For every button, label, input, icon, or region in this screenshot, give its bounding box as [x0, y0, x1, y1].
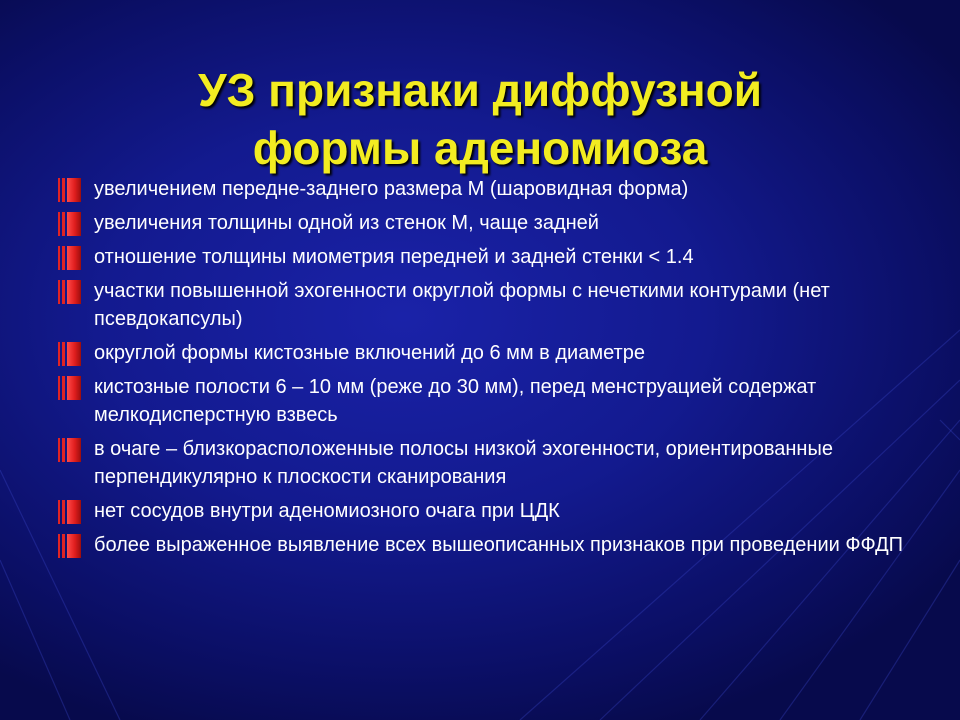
red-bullet-icon [58, 438, 84, 462]
red-bullet-icon [58, 178, 84, 202]
bullet-text: кистозные полости 6 – 10 мм (реже до 30 мм), перед менструацией содержат мелкодисперстную взвесь [94, 376, 817, 426]
bullet-list [58, 175, 938, 565]
list-item [58, 277, 938, 333]
list-item [58, 243, 938, 271]
list-item [58, 175, 938, 203]
red-bullet-icon [58, 342, 84, 366]
bullet-text: отношение толщины миометрия передней и задней стенки < 1.4 [94, 246, 694, 268]
bullet-text: участки повышенной эхогенности округлой формы с нечеткими контурами (нет псевдокапсулы) [94, 280, 830, 330]
slide-title [0, 61, 960, 177]
bullet-text: увеличением передне-заднего размера М (шаровидная форма) [94, 178, 689, 200]
red-bullet-icon [58, 500, 84, 524]
red-bullet-icon [58, 376, 84, 400]
list-item [58, 373, 938, 429]
bullet-text: более выраженное выявление всех вышеописанных признаков при проведении ФФДП [94, 534, 904, 556]
list-item [58, 497, 938, 525]
list-item [58, 209, 938, 237]
red-bullet-icon [58, 280, 84, 304]
title-line-1: УЗ признаки диффузной [197, 63, 763, 116]
bullet-text: округлой формы кистозные включений до 6 мм в диаметре [94, 342, 645, 364]
bullet-text: увеличения толщины одной из стенок М, чаще задней [94, 212, 599, 234]
list-item [58, 435, 938, 491]
bullet-text: нет сосудов внутри аденомиозного очага при ЦДК [94, 500, 560, 522]
red-bullet-icon [58, 212, 84, 236]
list-item [58, 339, 938, 367]
red-bullet-icon [58, 246, 84, 270]
list-item [58, 531, 938, 559]
title-line-2: формы аденомиоза [252, 121, 708, 174]
red-bullet-icon [58, 534, 84, 558]
bullet-text: в очаге – близкорасположенные полосы низкой эхогенности, ориентированные перпендикулярно к плоскости сканирования [94, 438, 833, 488]
